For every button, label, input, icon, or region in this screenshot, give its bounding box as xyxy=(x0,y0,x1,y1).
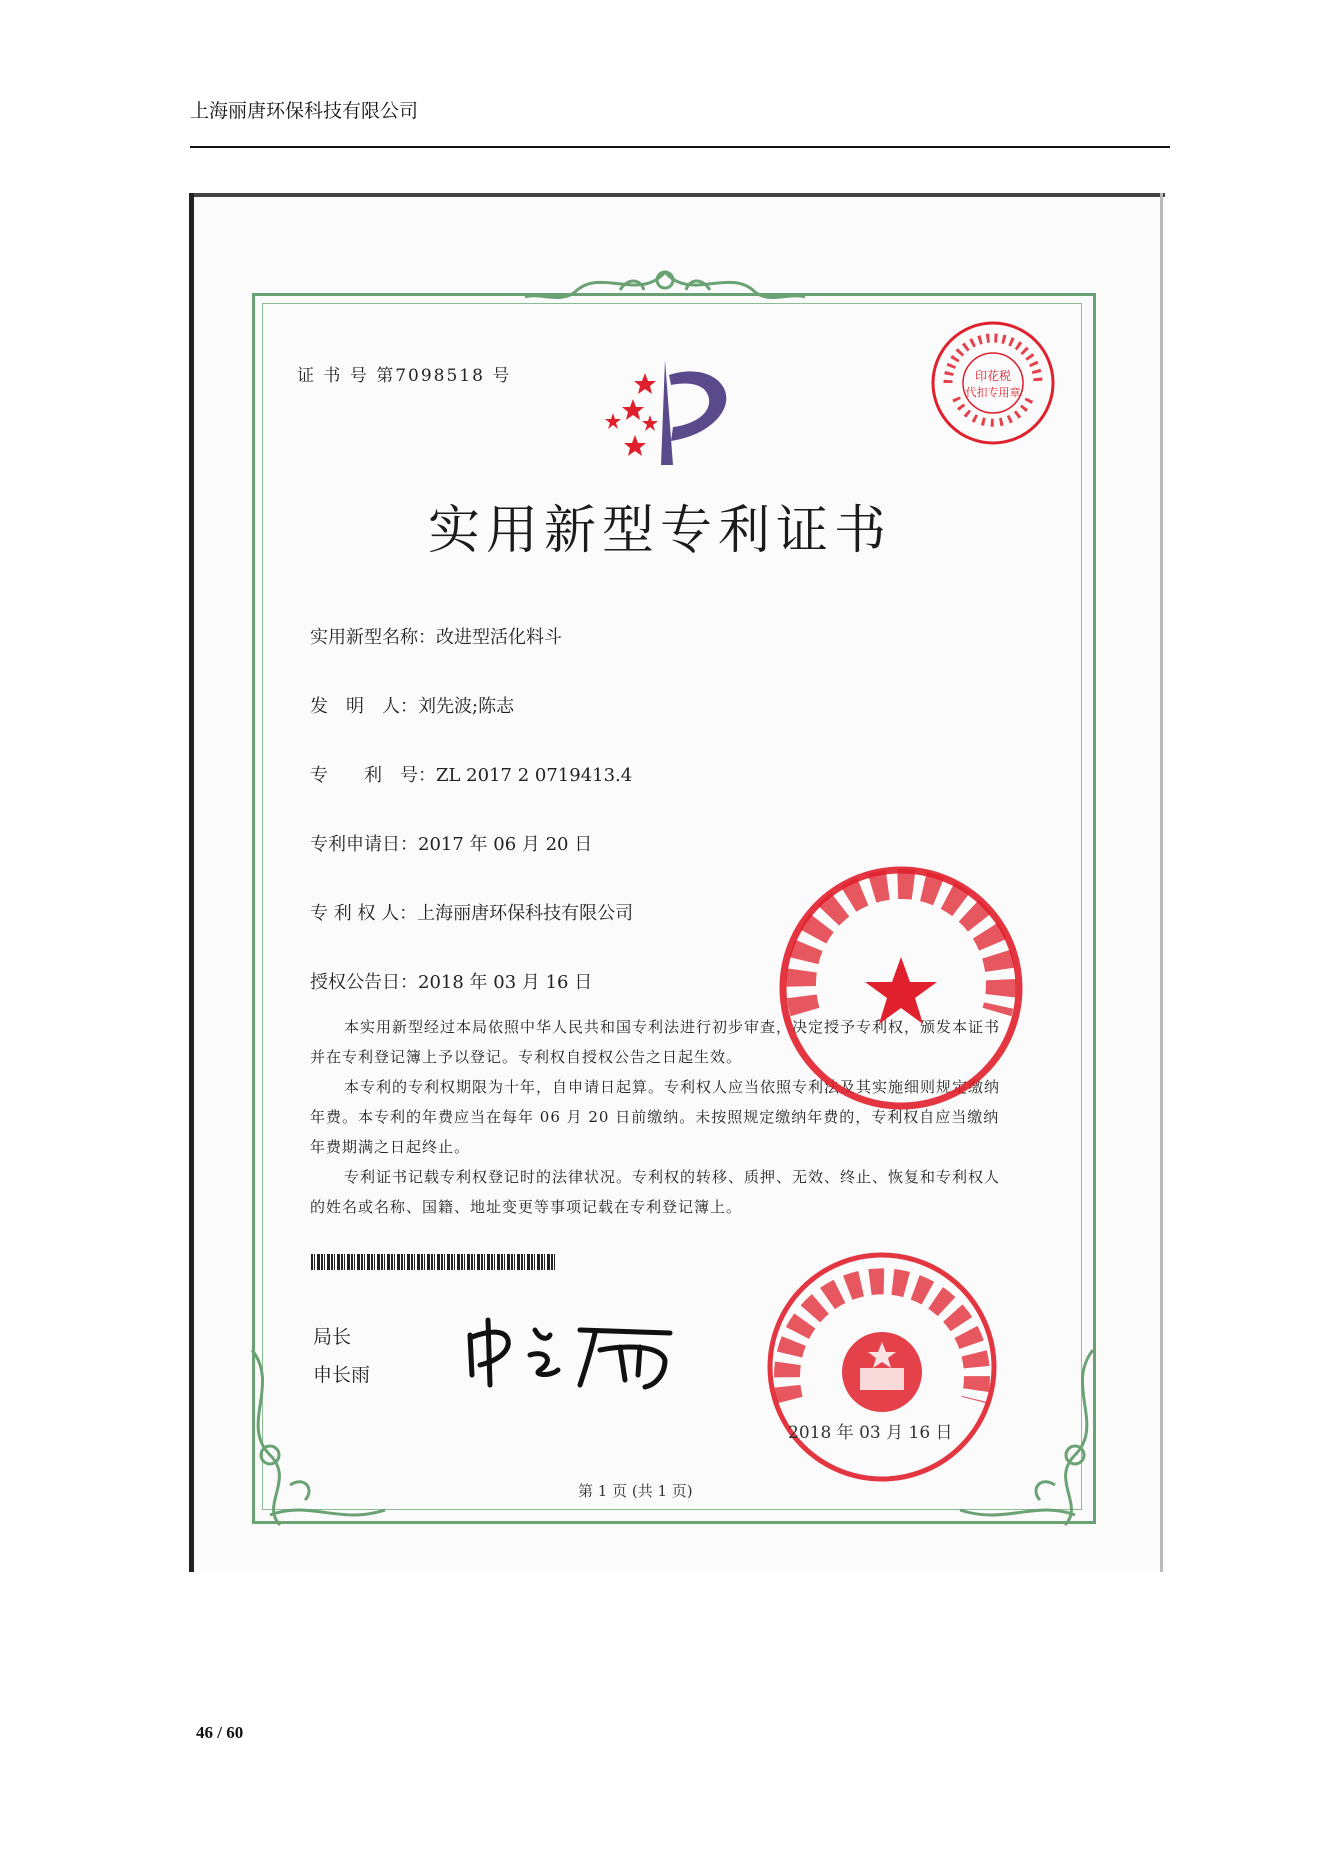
field-patent-number xyxy=(310,761,632,787)
svg-text:印花税: 印花税 xyxy=(974,369,1012,383)
director-signature-icon xyxy=(460,1315,675,1390)
scan-edge-right xyxy=(1160,193,1163,1572)
field-label: 发 明 人： xyxy=(310,696,418,717)
company-seal-icon xyxy=(775,862,1027,1114)
director-name: 申长雨 xyxy=(313,1365,371,1386)
svg-text:代扣专用章: 代扣专用章 xyxy=(965,386,1021,399)
barcode xyxy=(311,1254,556,1270)
certificate-number: 证 书 号 第7098518 号 xyxy=(297,366,512,386)
header-divider xyxy=(190,146,1170,148)
field-label: 专利申请日： xyxy=(310,834,418,855)
field-label: 专 利 号： xyxy=(310,765,436,786)
field-label: 实用新型名称： xyxy=(310,627,436,648)
field-value: 改进型活化料斗 xyxy=(436,627,562,648)
issue-date: 2018 年 03 月 16 日 xyxy=(788,1423,953,1443)
scan-edge-top xyxy=(189,193,1165,197)
header-company-name: 上海丽唐环保科技有限公司 xyxy=(190,100,419,122)
field-value: 2018 年 03 月 16 日 xyxy=(418,972,593,993)
state-ip-office-seal-icon xyxy=(765,1250,1000,1485)
field-utility-model-name xyxy=(310,623,562,649)
page-number: 46 / 60 xyxy=(196,1723,244,1742)
certificate-title: 实用新型专利证书 xyxy=(427,501,892,561)
field-value: 刘先波;陈志 xyxy=(418,696,515,717)
field-label: 授权公告日： xyxy=(310,972,418,993)
field-label: 专 利 权 人： xyxy=(310,903,418,924)
field-value: 2017 年 06 月 20 日 xyxy=(418,834,593,855)
field-value: ZL 2017 2 0719413.4 xyxy=(436,765,633,786)
certificate-page-footer: 第 1 页 (共 1 页) xyxy=(578,1482,693,1500)
body-paragraph: 本实用新型经过本局依照中华人民共和国专利法进行初步审查，决定授予专利权，颁发本证书并在专利登记簿上予以登记。专利权自授权公告之日起生效。 xyxy=(310,1018,1001,1066)
field-inventor xyxy=(310,692,514,718)
patent-office-logo-icon xyxy=(595,355,745,470)
field-grant-date xyxy=(310,968,592,994)
body-paragraph: 专利证书记载专利权登记时的法律状况。专利权的转移、质押、无效、终止、恢复和专利权人的姓名或名称、国籍、地址变更等事项记载在专利登记簿上。 xyxy=(310,1168,1001,1216)
scan-edge-left xyxy=(189,193,194,1572)
tax-stamp-icon xyxy=(928,318,1058,448)
body-paragraph: 本专利的专利权期限为十年，自申请日起算。专利权人应当依照专利法及其实施细则规定缴纳年费。本专利的年费应当在每年 06 月 20 日前缴纳。未按照规定缴纳年费的，专利权自应当缴纳年费期满之日起终止。 xyxy=(310,1078,1001,1156)
field-application-date xyxy=(310,830,592,856)
top-ornament-icon xyxy=(520,262,810,312)
field-value: 上海丽唐环保科技有限公司 xyxy=(417,903,634,924)
director-title: 局长 xyxy=(313,1327,352,1348)
field-patentee xyxy=(310,899,633,925)
